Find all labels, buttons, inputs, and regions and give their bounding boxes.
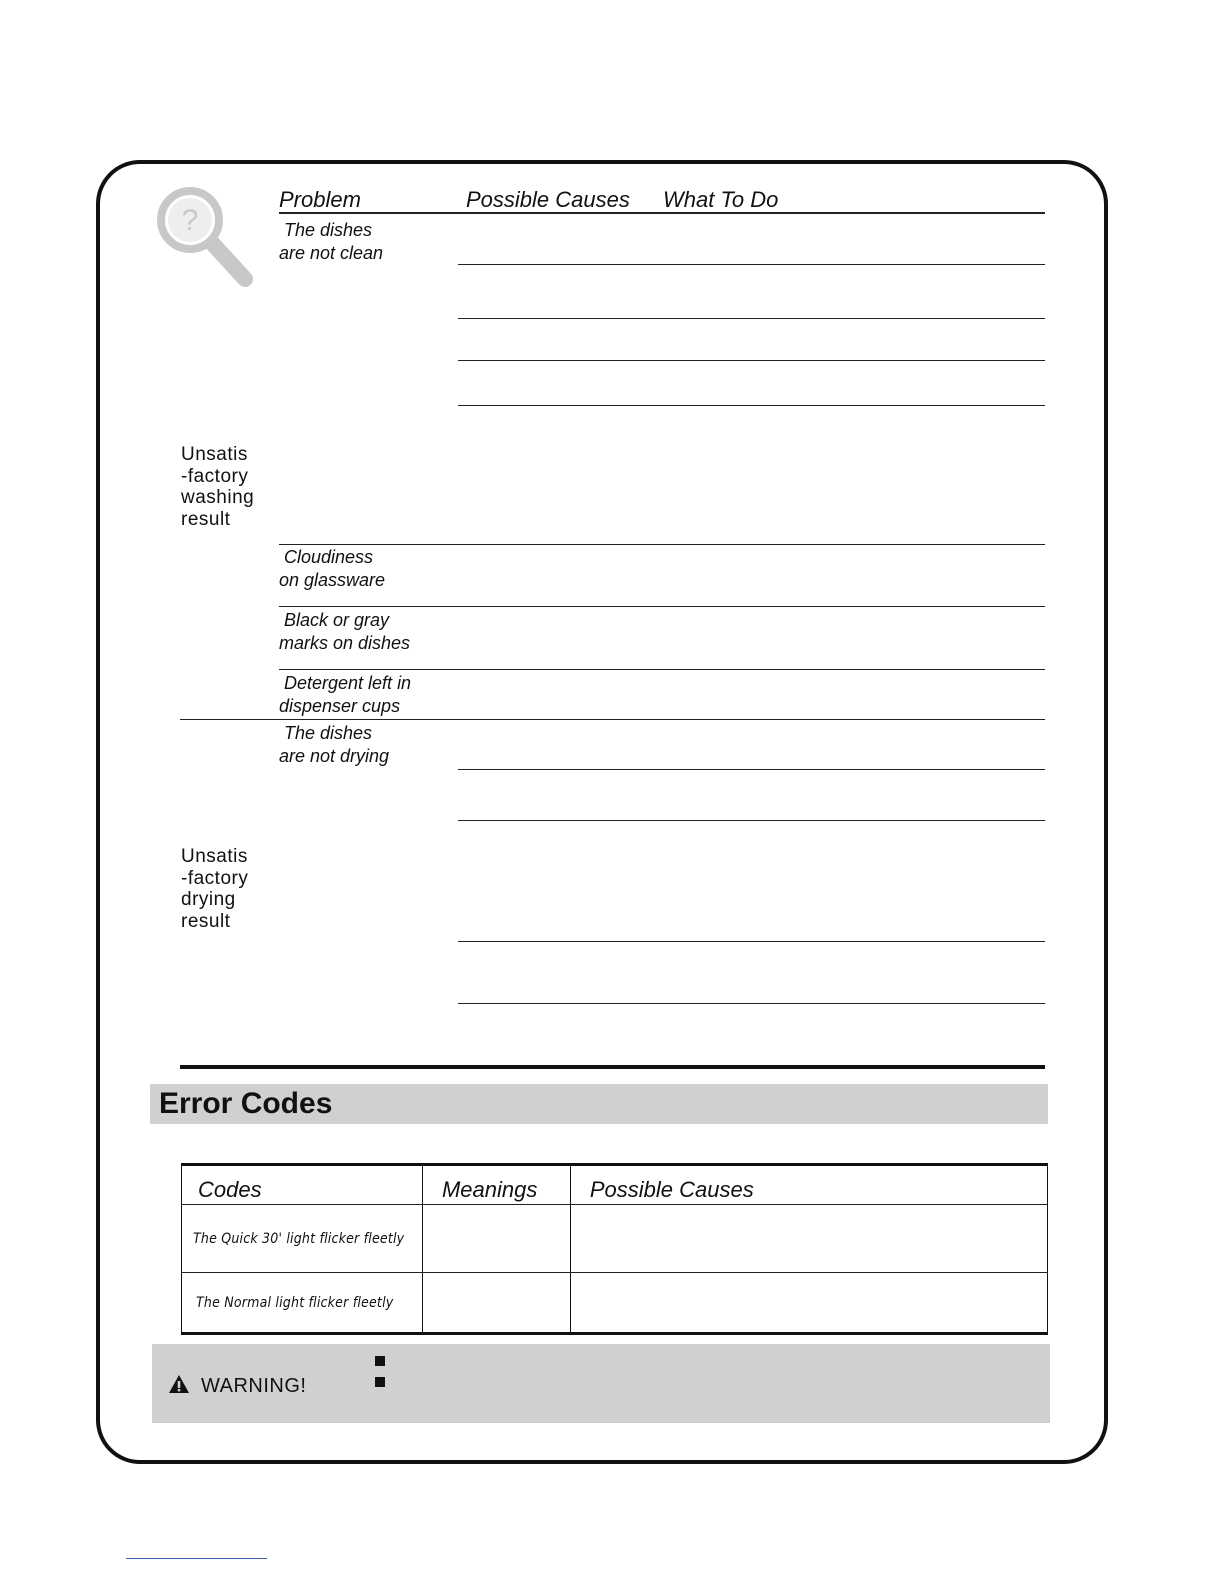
error-code-cell: The Normal light flicker fleetly: [182, 1273, 423, 1334]
warning-triangle-icon: [168, 1374, 190, 1394]
row-divider: [458, 1003, 1045, 1004]
footer-link-rule: [126, 1558, 267, 1559]
header-what-to-do: What To Do: [663, 187, 779, 212]
problem-line: on glassware: [279, 570, 386, 590]
category-line: -factory: [181, 867, 249, 889]
warning-label: WARNING!: [201, 1375, 307, 1397]
header-rule: [279, 212, 1045, 214]
table-header-row: [182, 1165, 1048, 1205]
row-divider: [458, 264, 1045, 265]
meaning-cell: [422, 1205, 570, 1273]
category-line: washing: [181, 487, 255, 508]
row-divider: [279, 544, 1045, 545]
error-codes-section-bar: [150, 1084, 1048, 1124]
row-divider: [458, 318, 1045, 319]
problem-dishes-not-drying: [279, 722, 389, 768]
category-line: result: [181, 910, 231, 932]
problem-detergent-left: [279, 672, 411, 718]
error-codes-table: [181, 1163, 1048, 1335]
category-line: result: [181, 508, 231, 530]
column-header-meanings: Meanings: [422, 1165, 570, 1205]
cause-cell: [570, 1273, 1047, 1334]
problem-line: Detergent left in: [284, 673, 412, 693]
category-washing-label: [181, 444, 254, 530]
error-code-cell: The Quick 30' light flicker fleetly: [182, 1205, 423, 1273]
row-divider: [458, 769, 1045, 770]
warning-box: [152, 1344, 1050, 1423]
svg-text:?: ?: [181, 204, 199, 237]
row-divider: [458, 820, 1045, 821]
row-divider: [279, 606, 1045, 607]
row-divider: [458, 405, 1045, 406]
problem-line: are not drying: [279, 746, 390, 766]
category-drying-label: [181, 846, 248, 932]
bullet-icon: [375, 1377, 385, 1387]
problem-line: The dishes: [284, 723, 373, 743]
table-row: [182, 1205, 1048, 1273]
category-line: Unsatis: [181, 846, 248, 867]
problem-cloudiness: [279, 546, 385, 592]
category-line: -factory: [181, 465, 249, 487]
cause-cell: [570, 1205, 1047, 1273]
table-row: [182, 1273, 1048, 1334]
problem-line: Black or gray: [284, 610, 390, 630]
problem-line: Cloudiness: [284, 547, 374, 567]
column-header-codes: Codes: [182, 1165, 423, 1205]
category-divider: [180, 719, 1045, 720]
header-problem: Problem: [279, 187, 361, 212]
meaning-cell: [422, 1273, 570, 1334]
table-end-rule: [180, 1065, 1045, 1069]
section-title: Error Codes: [159, 1087, 333, 1120]
magnifier-question-icon: [156, 184, 260, 294]
problem-black-gray-marks: [279, 609, 410, 655]
category-line: Unsatis: [181, 444, 248, 465]
problem-line: dispenser cups: [279, 696, 401, 716]
problem-line: are not clean: [279, 243, 384, 263]
row-divider: [458, 360, 1045, 361]
bullet-icon: [375, 1356, 385, 1366]
category-line: drying: [181, 889, 236, 910]
row-divider: [458, 941, 1045, 942]
header-possible-causes: Possible Causes: [466, 187, 630, 212]
row-divider: [279, 669, 1045, 670]
problem-line: marks on dishes: [279, 633, 411, 653]
problem-line: The dishes: [284, 220, 373, 240]
column-header-possible-causes: Possible Causes: [570, 1165, 1047, 1205]
problem-dishes-not-clean: [279, 219, 383, 265]
